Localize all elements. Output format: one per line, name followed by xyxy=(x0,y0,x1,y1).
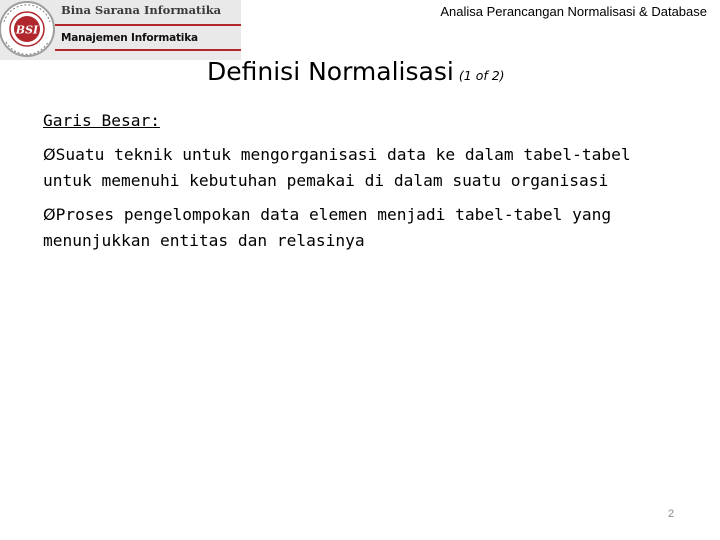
logo-banner xyxy=(0,0,241,60)
slide-title-part: (1 of 2) xyxy=(458,68,505,83)
bullet-text-line1: Proses pengelompokan data elemen menjadi tabel-tabel yang xyxy=(55,205,612,224)
course-header: Analisa Perancangan Normalisasi & Database xyxy=(440,4,707,19)
logo-department-name: Manajemen Informatika xyxy=(61,32,198,44)
section-heading: Garis Besar: xyxy=(43,111,160,130)
bullet-item xyxy=(43,142,713,194)
bullet-text-line1: Suatu teknik untuk mengorganisasi data ke dalam tabel-tabel xyxy=(55,145,631,164)
page-number: 2 xyxy=(668,508,675,520)
bullet-item xyxy=(43,202,713,254)
arrow-bullet-icon: Ø xyxy=(43,205,56,224)
arrow-bullet-icon: Ø xyxy=(43,145,56,164)
slide-body xyxy=(43,108,713,262)
bullet-line xyxy=(43,202,713,228)
slide-title-main: Definisi Normalisasi xyxy=(207,57,454,86)
logo-divider-lower xyxy=(55,49,241,51)
logo-divider-upper xyxy=(55,24,241,26)
bullet-text-line2: menunjukkan entitas dan relasinya xyxy=(43,231,365,250)
bsi-seal-logo xyxy=(0,0,58,60)
svg-text:BSI: BSI xyxy=(15,23,39,37)
slide-title xyxy=(207,57,505,86)
logo-institution-name: Bina Sarana Informatika xyxy=(61,3,222,17)
bullet-line xyxy=(43,142,713,168)
bullet-text-line2: untuk memenuhi kebutuhan pemakai di dalam suatu organisasi xyxy=(43,171,609,190)
